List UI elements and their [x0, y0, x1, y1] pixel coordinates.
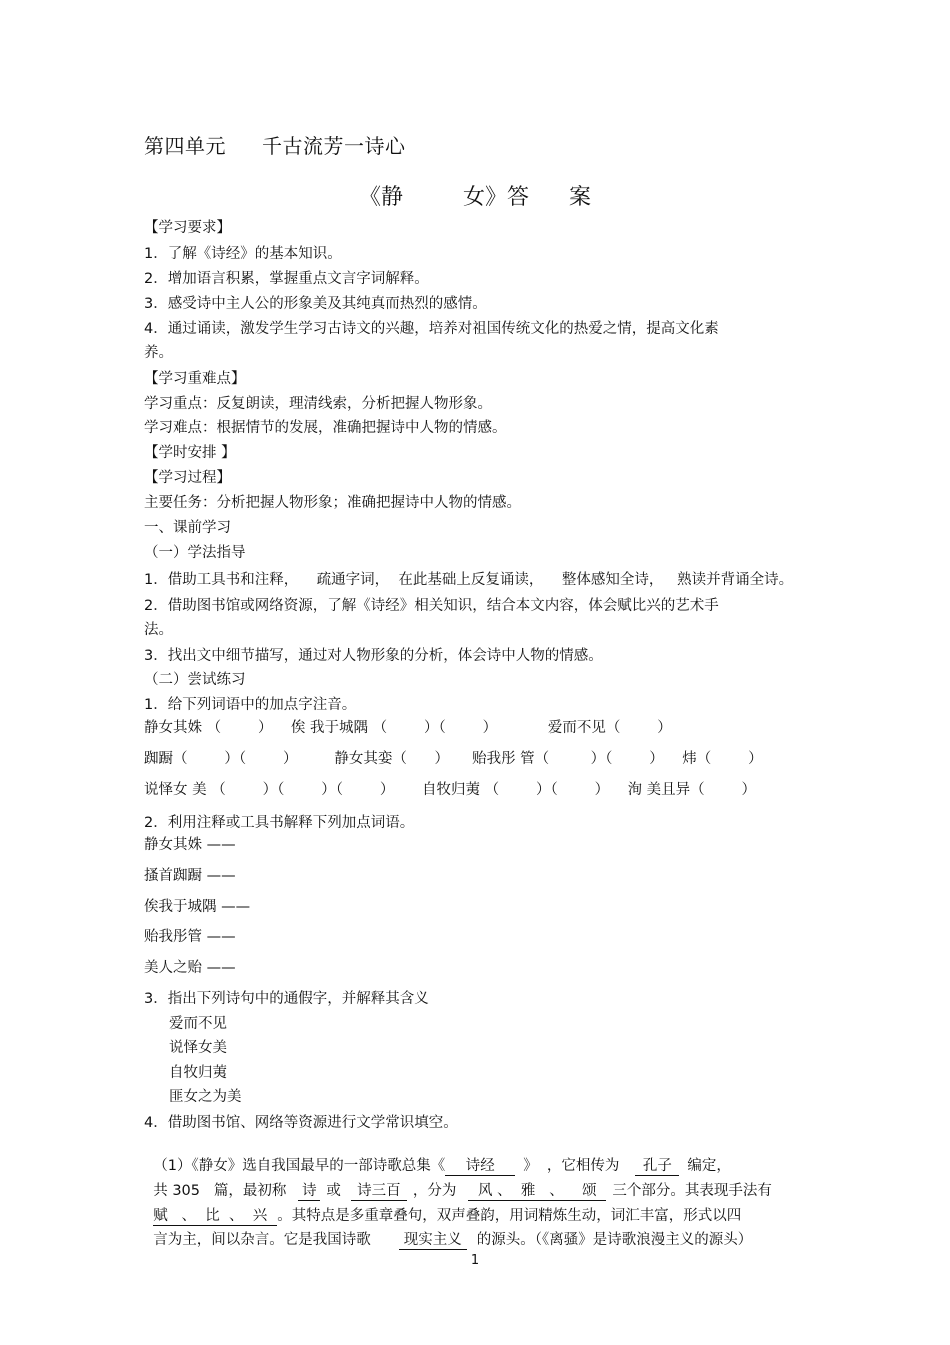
tongjia-item: 匪女之为美 [169, 1089, 242, 1105]
guide-3: 3．找出文中细节描写，通过对人物形象的分析，体会诗中人物的情感。 [144, 648, 603, 664]
difficult-point: 学习难点：根据情节的发展，准确把握诗中人物的情感。 [144, 420, 507, 436]
fill-answer: 现实主义 [399, 1232, 467, 1250]
fill-answer: 赋 、 比 、 兴 [153, 1208, 277, 1226]
requirement-1: 1．了解《诗经》的基本知识。 [144, 246, 342, 262]
unit-title-part2: 千古流芳一诗心 [262, 134, 406, 158]
pinyin-row-2: 踟蹰（ ）（ ） 静女其娈（ ） 贻我彤 管（ ）（ ） 炜（ ） [144, 751, 763, 767]
tongjia-item: 爱而不见 [169, 1016, 227, 1032]
fill-answer: 孔子 [635, 1158, 679, 1176]
page-number: 1 [470, 1253, 480, 1268]
key-points-heading: 【学习重难点】 [144, 371, 246, 387]
requirement-4-cont: 养。 [144, 345, 173, 361]
requirement-3: 3．感受诗中主人公的形象美及其纯真而热烈的感情。 [144, 296, 487, 312]
fill-text: （1）《静女》选自我国最早的一部诗歌总集《 [153, 1158, 446, 1174]
doc-title-a: 《静 [358, 185, 403, 210]
doc-title-c: 案 [569, 185, 592, 210]
exercise-1-prompt: 1．给下列词语中的加点字注音。 [144, 697, 357, 713]
fill-text: 三个部分。其表现手法有 [612, 1183, 772, 1199]
explain-item: 美人之贻 —— [144, 960, 236, 976]
pinyin-row-3: 说怿女 美 （ ）（ ）（ ） 自牧归荑 （ ）（ ） 洵 美且异（ ） [144, 782, 757, 798]
subsection-1-heading: （一）学法指导 [144, 545, 246, 561]
key-point: 学习重点：反复朗读，理清线索，分析把握人物形象。 [144, 396, 492, 412]
document-title [0, 180, 950, 211]
fill-text: 共 305 篇，最初称 [153, 1183, 287, 1199]
fill-text: 的源头。（《离骚》是诗歌浪漫主义的源头） [476, 1232, 753, 1248]
fill-line-4 [144, 1210, 752, 1250]
explain-item: 搔首踟蹰 —— [144, 868, 236, 884]
doc-title-b: 女》答 [462, 185, 529, 210]
tongjia-item: 自牧归荑 [169, 1065, 227, 1081]
section-1-heading: 一、课前学习 [144, 520, 231, 536]
guide-2-cont: 法。 [144, 622, 173, 638]
requirement-2: 2．增加语言积累，掌握重点文言字词解释。 [144, 271, 429, 287]
process-heading: 【学习过程】 [144, 470, 231, 486]
fill-answer: 风 、 雅 、 颂 [468, 1183, 606, 1201]
fill-text: 》 ，它相传为 [523, 1158, 620, 1174]
pinyin-row-1: 静女其姝 （ ） 俟 我于城隅 （ ）（ ） 爱而不见（ ） [144, 720, 672, 736]
fill-answer: 诗三百 [351, 1183, 407, 1201]
guide-2: 2．借助图书馆或网络资源，了解《诗经》相关知识，结合本文内容，体会赋比兴的艺术手 [144, 598, 719, 614]
schedule-heading: 【学时安排 】 [144, 445, 236, 461]
fill-answer: 诗 [298, 1183, 320, 1201]
explain-item: 静女其姝 —— [144, 837, 236, 853]
fill-text: ，分为 [412, 1183, 457, 1199]
requirements-heading: 【学习要求】 [144, 220, 231, 236]
explain-item: 贻我彤管 —— [144, 929, 236, 945]
requirement-4: 4．通过诵读，激发学生学习古诗文的兴趣，培养对祖国传统文化的热爱之情，提高文化素 [144, 321, 719, 337]
exercise-4-prompt: 4．借助图书馆、网络等资源进行文学常识填空。 [144, 1115, 458, 1131]
fill-text: 言为主，间以杂言。它是我国诗歌 [153, 1232, 371, 1248]
fill-answer: 诗经 [445, 1158, 515, 1176]
guide-1: 1．借助工具书和注释， 疏通字词， 在此基础上反复诵读， 整体感知全诗， 熟读并背诵全诗。 [144, 572, 794, 588]
exercise-3-prompt: 3．指出下列诗句中的通假字，并解释其含义 [144, 991, 429, 1007]
explain-item: 俟我于城隅 —— [144, 899, 251, 915]
fill-text: 。其特点是多重章叠句，双声叠韵，用词精炼生动，词汇丰富，形式以四 [277, 1208, 742, 1224]
subsection-2-heading: （二）尝试练习 [144, 672, 246, 688]
tongjia-item: 说怿女美 [169, 1040, 227, 1056]
exercise-2-prompt: 2．利用注释或工具书解释下列加点词语。 [144, 815, 415, 831]
unit-title-part1: 第四单元 [144, 134, 226, 158]
main-task: 主要任务：分析把握人物形象；准确把握诗中人物的情感。 [144, 495, 521, 511]
unit-title [144, 130, 406, 159]
fill-text: 编定， [687, 1158, 731, 1174]
fill-text: 或 [326, 1183, 341, 1199]
